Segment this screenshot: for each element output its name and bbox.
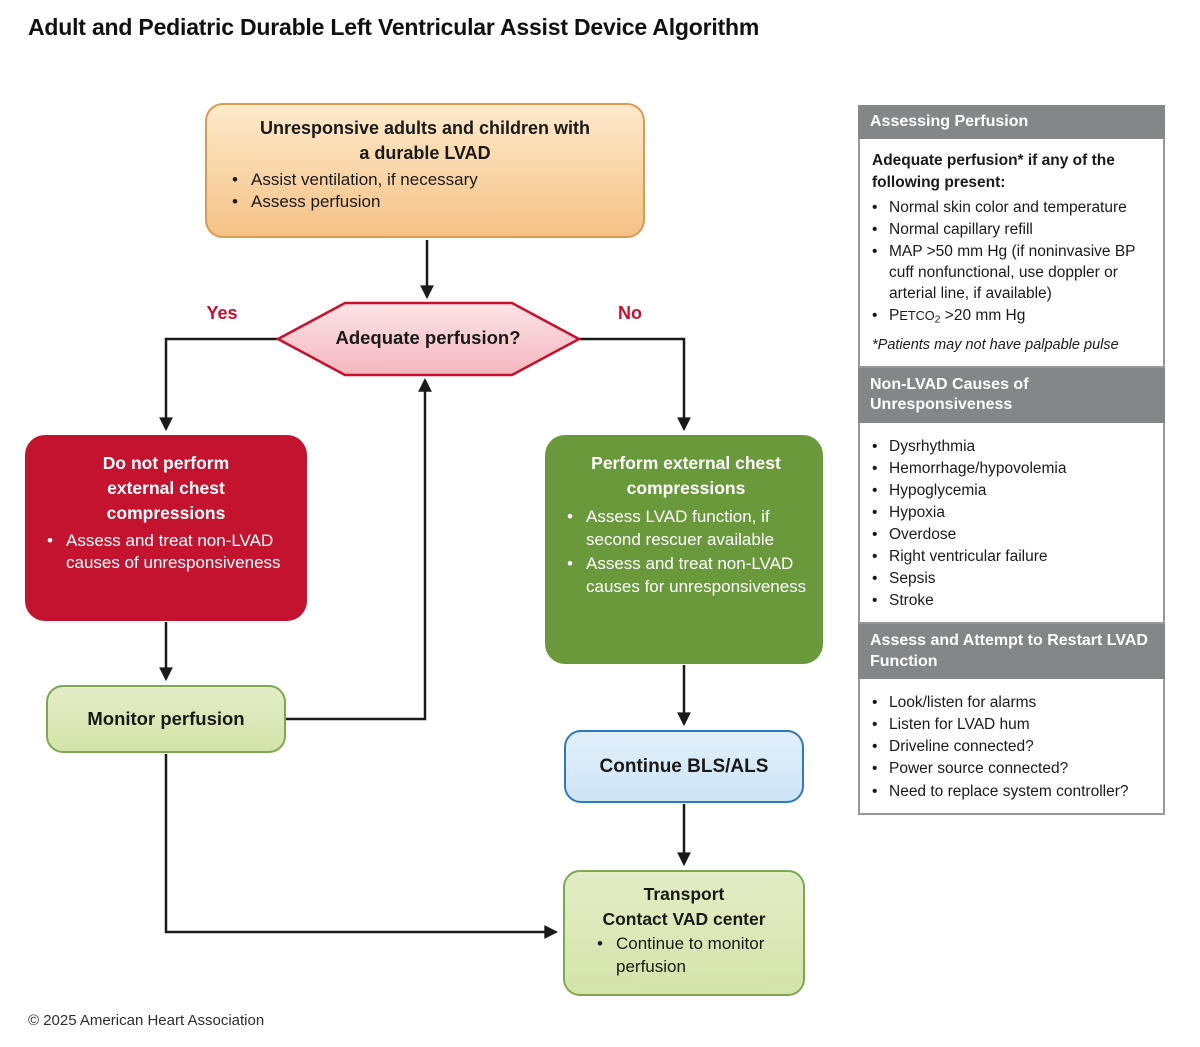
perform-compressions-box: [545, 435, 823, 664]
panel-assessing-perfusion-bullets: [872, 197, 1153, 327]
bullet-item: • Assess and treat non-LVAD causes for unresponsiveness: [567, 552, 807, 599]
transport-title-line2: Contact VAD center: [602, 908, 766, 929]
continue-bls-label: Continue BLS/ALS: [599, 755, 769, 777]
bullet-item: • Assist ventilation, if necessary: [232, 169, 621, 192]
start-box-title: Unresponsive adults and children with a durable LVAD: [259, 118, 591, 163]
transport-title-line1: Transport: [643, 884, 725, 904]
monitor-perfusion-label: Monitor perfusion: [87, 708, 245, 729]
start-box-bullets: [232, 169, 621, 214]
monitor-perfusion-box: [46, 685, 286, 753]
continue-bls-box: [564, 730, 804, 803]
bullet-item: • Assess and treat non-LVAD causes of unresponsiveness: [47, 530, 289, 576]
bullet-item: • Driveline connected?: [872, 736, 1153, 757]
bullet-item: • Listen for LVAD hum: [872, 714, 1153, 735]
perform-compressions-bullets: [567, 505, 807, 599]
no-branch-label: No: [618, 303, 642, 323]
panel-non-lvad-causes: [858, 368, 1165, 625]
bullet-item: • Dysrhythmia: [872, 436, 1153, 457]
panel-restart-lvad-bullets: [872, 692, 1153, 801]
panel-non-lvad-causes-header: Non-LVAD Causes of Unresponsiveness: [858, 368, 1165, 423]
copyright-notice: © 2025 American Heart Association: [28, 1012, 265, 1029]
bullet-item: • Normal capillary refill: [872, 219, 1153, 240]
bullet-item: • Continue to monitor perfusion: [597, 933, 789, 978]
bullet-item: • Assess LVAD function, if second rescuer available: [567, 505, 807, 552]
bullet-item: • Stroke: [872, 590, 1153, 611]
panel-assessing-perfusion-intro: Adequate perfusion* if any of the following present:: [872, 152, 1115, 191]
arrow-yes-branch: [166, 339, 278, 429]
bullet-item: • Look/listen for alarms: [872, 692, 1153, 713]
do-not-compress-box: [25, 435, 307, 621]
bullet-item: • Hemorrhage/hypovolemia: [872, 458, 1153, 479]
bullet-item: • Overdose: [872, 524, 1153, 545]
perform-compressions-title: Perform external chest compressions: [591, 453, 781, 498]
start-box: [205, 103, 645, 238]
bullet-item: • MAP >50 mm Hg (if noninvasive BP cuff nonfunctional, use doppler or arterial line, if available): [872, 241, 1153, 304]
sidebar: [858, 105, 1165, 815]
panel-assessing-perfusion-footnote: *Patients may not have palpable pulse: [872, 336, 1119, 353]
panel-restart-lvad-body: [858, 679, 1165, 814]
transport-box: [563, 870, 805, 996]
panel-assessing-perfusion: [858, 105, 1165, 368]
bullet-item: • Power source connected?: [872, 758, 1153, 779]
bullet-item: • Sepsis: [872, 568, 1153, 589]
do-not-compress-title: Do not perform external chest compressions: [102, 453, 230, 523]
bullet-item: • Normal skin color and temperature: [872, 197, 1153, 218]
decision-label: Adequate perfusion?: [335, 327, 521, 348]
bullet-item: • Hypoglycemia: [872, 480, 1153, 501]
arrow-monitor-to-transport: [166, 754, 556, 932]
panel-restart-lvad: [858, 624, 1165, 814]
yes-branch-label: Yes: [206, 303, 238, 323]
panel-assessing-perfusion-body: [858, 139, 1165, 367]
bullet-item: • $PETCO_2 >20$ mm Hg: [872, 305, 1153, 327]
panel-assessing-perfusion-header: Assessing Perfusion: [858, 105, 1165, 139]
arrow-no-branch: [579, 339, 684, 429]
page-title: Adult and Pediatric Durable Left Ventricular Assist Device Algorithm: [28, 14, 760, 40]
panel-non-lvad-causes-body: [858, 423, 1165, 625]
bullet-item: • Assess perfusion: [232, 191, 621, 214]
bullet-item: • Need to replace system controller?: [872, 781, 1153, 802]
bullet-item: • Right ventricular failure: [872, 546, 1153, 567]
panel-non-lvad-causes-bullets: [872, 436, 1153, 612]
bullet-item: • Hypoxia: [872, 502, 1153, 523]
do-not-compress-bullets: [47, 530, 289, 576]
transport-bullets: [597, 933, 789, 978]
panel-restart-lvad-header: Assess and Attempt to Restart LVAD Function: [858, 624, 1165, 679]
